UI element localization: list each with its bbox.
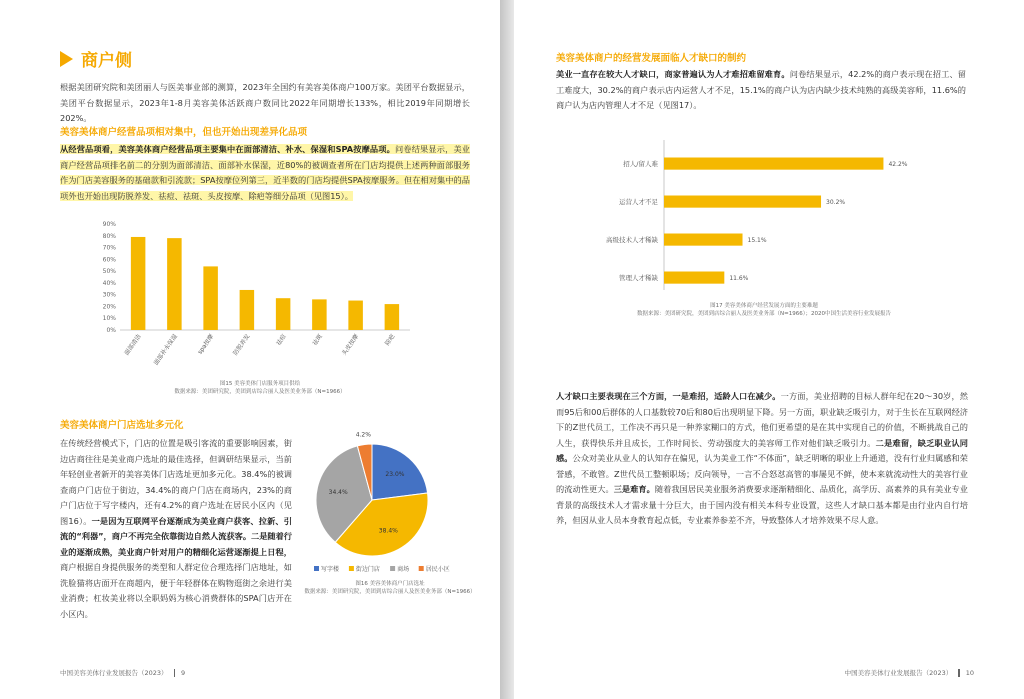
bar (664, 272, 724, 284)
bar (664, 158, 883, 170)
x-tick-label: 祛斑 (311, 333, 325, 347)
bar (385, 304, 400, 330)
subheading-talent-gap: 美容美体商户的经营发展面临人才缺口的制约 (556, 53, 747, 64)
bar (312, 299, 327, 330)
book-gutter (500, 0, 514, 699)
talent-gap-text: 问卷结果显示，42.2%的商户表示现在招工、留工难度大，30.2%的商户表示店内运营人才不足，15.1%的商户认为店内缺少技术纯熟的高级美容师，11.6%的商户认为店内管理人才不足（见图17）。 (556, 69, 966, 110)
bar-value-label: 15.1% (747, 236, 767, 244)
y-tick-label: 10% (102, 315, 116, 323)
y-tick-label: 90% (102, 221, 116, 228)
bar (131, 237, 146, 330)
footer-title: 中国美容美体行业发展报告（2023） (60, 669, 168, 677)
y-tick-label: 60% (102, 256, 116, 264)
x-tick-label: 防脱养发 (232, 333, 252, 357)
chart2-caption (300, 580, 480, 596)
chart1-caption-title: 图15 美容美体门店服务项目供给 (219, 381, 301, 387)
legend-label: 写字楼 (321, 566, 340, 573)
x-tick-label: 除疤 (383, 333, 397, 347)
footer-title: 中国美容美体行业发展报告（2023） (844, 669, 953, 677)
subheading-store-location: 美容美体商户门店选址多元化 (60, 420, 184, 431)
bar (276, 298, 291, 330)
talent-gap-bold: 美业一直存在较大人才缺口，商家普遍认为人才难招难留难育。 (556, 69, 790, 79)
aspect-one-bold: 人才缺口主要表现在三个方面，一是难招，适龄人口在减少。 (556, 391, 781, 401)
footer-divider (958, 669, 960, 677)
bar-value-label: 30.2% (826, 198, 846, 206)
aspect-two-bold: 二是难留，缺乏职业认同感。 (556, 437, 968, 463)
slice-value-label: 38.4% (378, 527, 398, 535)
service-items-text: 问卷结果显示，美业商户经营品项排名前二的分别为面部清洁、面部补水保湿，近80%的被调查者所在门店均提供上述两种面部服务作为门店美容服务的基础款和引流款；SPA按摩位列第三，近半数的门店均提供SPA按摩服务。但在相对集中的品项外也开始出现防脱养发、祛痘、祛斑、头皮按摩、除疤等细分品项（见图15）。 (60, 144, 470, 201)
talent-gap-paragraph (556, 67, 966, 114)
x-tick-label: 祛痘 (275, 333, 288, 347)
bar-chart-services (80, 216, 420, 376)
legend-label: 居民小区 (425, 566, 450, 573)
y-tick-label: 80% (102, 232, 116, 240)
y-tick-label: 50% (102, 268, 116, 276)
chart2-caption-title: 图16 美容美体商户门店选址 (355, 581, 425, 587)
pie-chart-location (300, 420, 480, 585)
category-label: 运营人才不足 (619, 197, 658, 206)
intro-paragraph: 根据美团研究院和美团丽人与医美事业部的测算，2023年全国约有美容美体商户100万家。美团平台数据显示，美团平台数据显示，2023年1-8月美容美体活跃商户数同比2022年同期增长133%，相比2019年同期增长202%。 (60, 82, 470, 123)
slice-value-label: 34.4% (328, 489, 348, 497)
aspect-one-text: 一方面，美业招聘的目标人群年纪在20～30岁，然而95后和00后群体的人口基数较70后和80后出现明显下降。另一方面，职业缺乏吸引力，对于生长在互联网经济下的Z世代员工，工作决不再只是一种养家糊口的方式，他们更希望的是在其中实现自己的价值，不断挑战自己的人生，获得快乐并且成长，工作时间长、劳动强度大的美容师工作对他们缺乏吸引力。 (556, 391, 968, 448)
category-label: 招人/留人难 (623, 159, 658, 168)
footer-page-number: 10 (965, 669, 974, 677)
aspect-two-text: 公众对美业从业人的认知存在偏见，认为美业工作“不体面”，缺乏明晰的职业上升通道，没有行业归属感和荣誉感，不敢管。Z世代员工整顿职场；反向领导，一言不合怒怼高管的事屡见不鲜，使本来就流动性大的美容行业的流动性更大。 (556, 453, 968, 494)
bar (240, 290, 255, 330)
right-footer (845, 668, 974, 677)
legend-swatch (419, 566, 424, 571)
bar (167, 238, 182, 330)
category-label: 高级技术人才稀缺 (606, 235, 658, 244)
x-tick-label: 面部清洁 (123, 333, 143, 357)
aspect-three-bold: 三是难育。 (613, 484, 655, 494)
bar (664, 196, 821, 208)
slice-value-label: 23.0% (385, 470, 405, 478)
legend-label: 商场 (397, 566, 410, 573)
bar (348, 301, 363, 330)
left-footer (60, 668, 185, 677)
chart3-caption-source: 数据来源：美团研究院，美团到店综合丽人及医美业务部（N=1966）；2020中国生活美容行业发展报告 (637, 311, 891, 317)
store-location-text1: 在传统经营模式下，门店的位置是吸引客流的重要影响因素，街边店商往往是美业商户选址的最佳选择，但调研结果显示，当前年轻创业者新开的美容美体门店选址更加多元化。38.4%的被调查商户门店位于街边，34.4%的商户门店在商场内，23%的商户门店位于写字楼内，还有4.2%的商户选址在居民小区内（见图16）。 (60, 438, 292, 526)
x-tick-label: spa按摩 (196, 333, 216, 356)
aspect-three-text: 随着我国居民美业服务消费要求逐渐精细化、品质化，高学历、高素养的具有美业专业背景的高级技术人才需求量十分巨大，由于国内没有相关本科专业设置，这些人才缺口基本都是由行业内自行培养，但因从业人员本身教育起点低，专业素养参差不齐，导致整体人才培养效果不尽人意。 (556, 484, 968, 525)
y-tick-label: 0% (106, 327, 116, 334)
bar (664, 234, 743, 246)
bar (203, 266, 218, 330)
service-items-paragraph (60, 142, 470, 204)
y-tick-label: 70% (102, 244, 116, 252)
chart3-caption (594, 302, 934, 318)
service-items-bold: 从经营品项看，美容美体商户经营品项主要集中在面部清洁、补水、保湿和SPA按摩品项。 (60, 144, 395, 154)
footer-page-number: 9 (181, 669, 186, 677)
right-page (514, 0, 1024, 699)
legend-swatch (390, 566, 395, 571)
legend-swatch (314, 566, 319, 571)
hbar-chart-difficulties (574, 140, 954, 290)
footer-divider (174, 669, 176, 677)
bar-value-label: 42.2% (888, 160, 908, 168)
x-tick-label: 头皮按摩 (340, 333, 361, 357)
slice-value-label: 4.2% (355, 431, 371, 439)
section-title-text: 商户侧 (81, 51, 132, 71)
section-title (60, 46, 132, 71)
talent-aspects-paragraph (556, 389, 968, 529)
store-location-bold: 一是因为互联网平台逐渐成为美业商户获客、拉新、引流的“利器”，商户不再完全依靠街边自然人流获客。二是随着行业的逐渐成熟，美业商户针对用户的精细化运营逐渐提上日程， (60, 515, 292, 557)
store-location-text2: 商户根据自身提供服务的类型和人群定位合理选择门店地址，如洗脸猫将店面开在商超内，便于年轻群体在购物逛街之余进行美业消费；杠妆美业将以全职妈妈为核心消费群体的SPA门店开在小区内。 (60, 562, 292, 619)
category-label: 管理人才稀缺 (619, 273, 658, 282)
subheading-service-items: 美容美体商户经营品项相对集中，但也开始出现差异化品项 (60, 127, 308, 138)
legend-swatch (349, 566, 354, 571)
bar-value-label: 11.6% (729, 274, 749, 282)
triangle-icon (60, 51, 73, 67)
x-tick-label: 面部补水保湿 (152, 333, 180, 367)
y-tick-label: 20% (102, 303, 116, 311)
y-tick-label: 30% (102, 291, 116, 299)
chart1-caption-source: 数据来源：美团研究院，美团到店综合丽人及医美业务部（N=1966） (174, 389, 346, 395)
legend-label: 街边门店 (355, 566, 380, 573)
chart2-caption-source: 数据来源：美团研究院，美团到店综合丽人及医美业务部（N=1966） (304, 589, 476, 595)
chart3-caption-title: 图17 美容美体商户经营发展方面的主要难题 (710, 303, 818, 309)
y-tick-label: 40% (102, 279, 116, 287)
left-page (0, 0, 500, 699)
chart1-caption (150, 380, 370, 396)
store-location-paragraph (60, 436, 292, 622)
